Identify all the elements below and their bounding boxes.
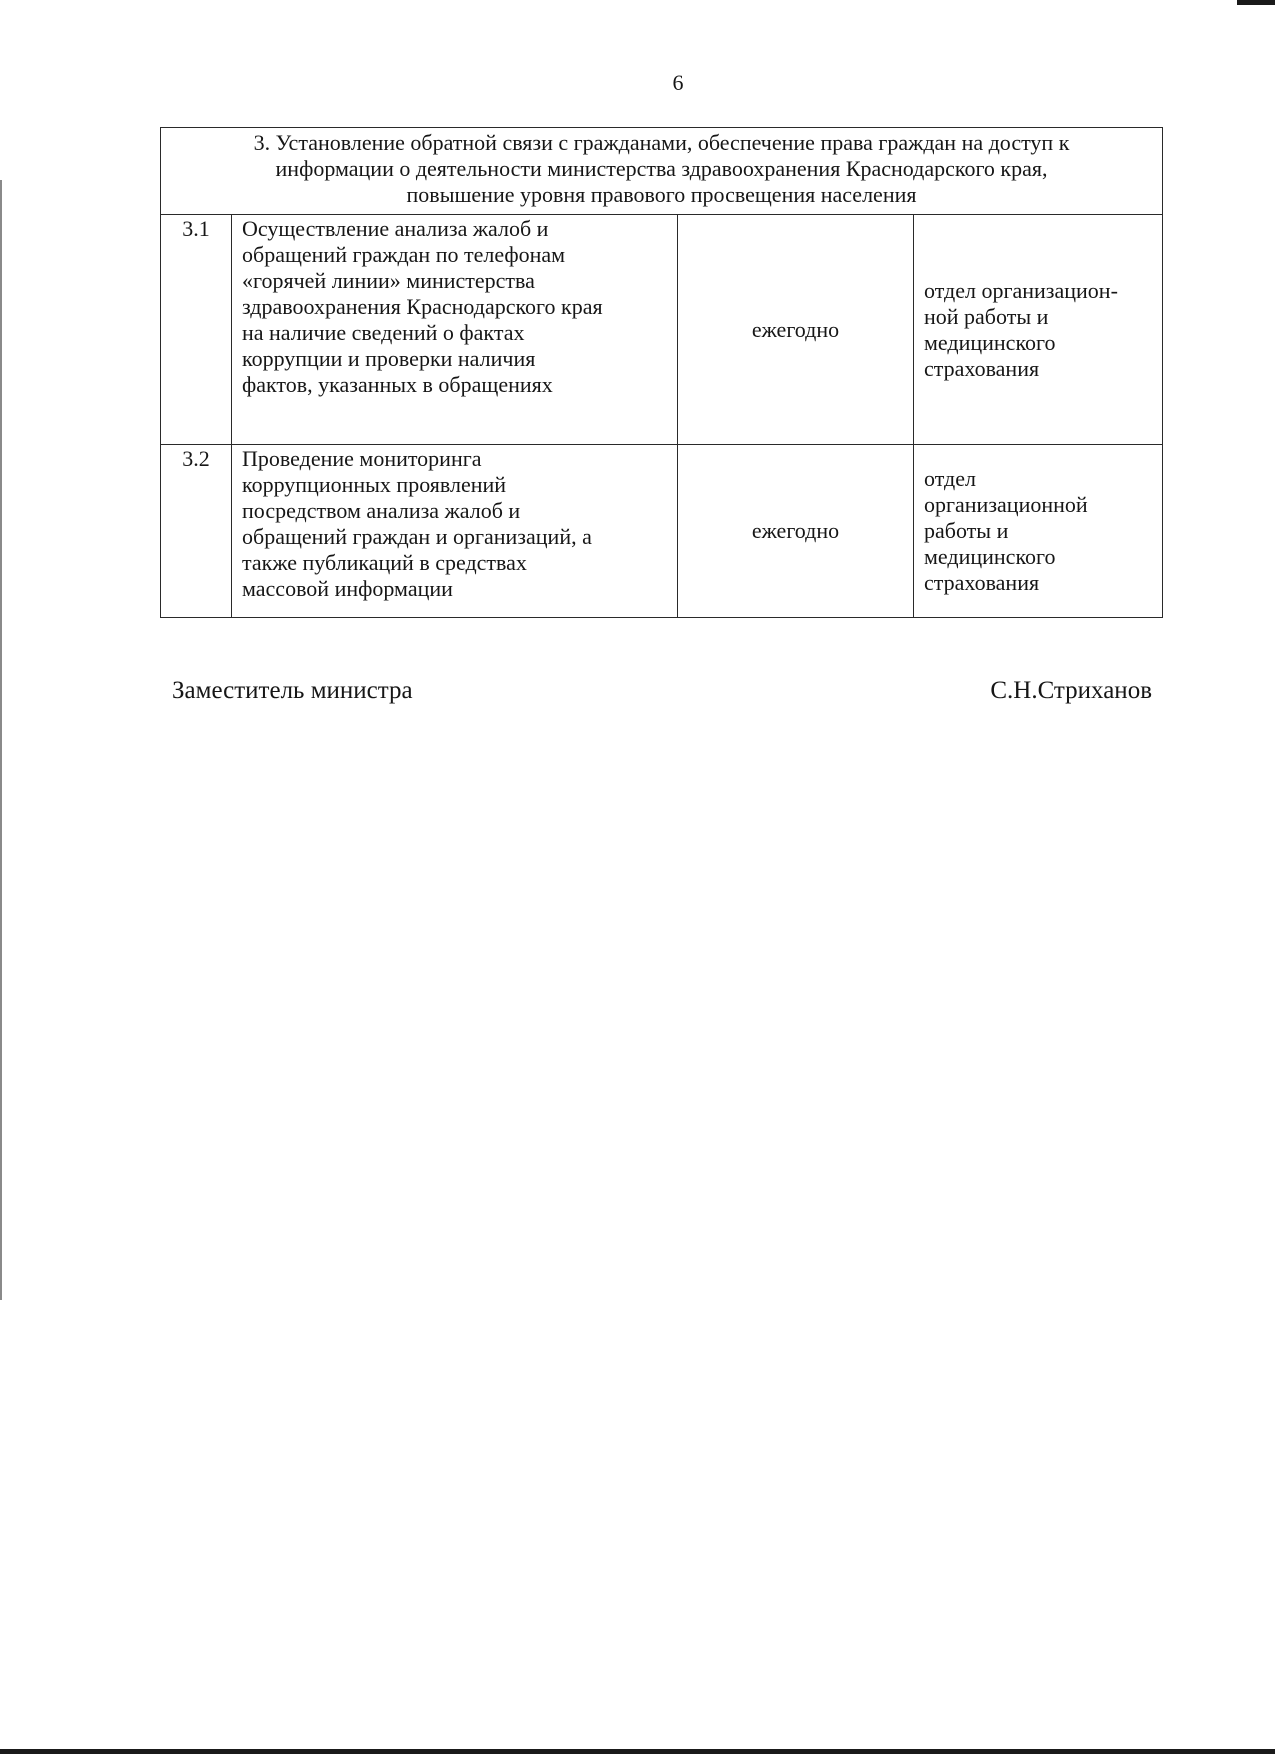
responsible-line: работы и — [924, 518, 1009, 543]
action-plan-table — [160, 127, 1163, 618]
description-line: коррупции и проверки наличия — [242, 346, 536, 371]
responsible-line: организационной — [924, 492, 1088, 517]
item-number: 3.1 — [161, 215, 232, 445]
description-line: здравоохранения Краснодарского края — [242, 294, 603, 319]
signature-block — [172, 677, 1152, 705]
responsible-line: медицинского — [924, 329, 1056, 355]
item-term: ежегодно — [678, 215, 914, 445]
description-line: Проведение мониторинга — [242, 446, 482, 471]
section-heading-row — [161, 128, 1163, 215]
section-heading — [161, 128, 1163, 215]
section-heading-line: 3. Установление обратной связи с гражданами, обеспечение права граждан на доступ к — [253, 130, 1070, 155]
responsible-line: ной работы и — [924, 303, 1049, 329]
description-line: обращений граждан по телефонам — [242, 242, 566, 267]
description-line: фактов, указанных в обращениях — [242, 372, 553, 397]
description-line: посредством анализа жалоб и — [242, 498, 521, 523]
responsible-line: медицинского — [924, 544, 1056, 569]
description-line: Осуществление анализа жалоб и — [242, 216, 549, 241]
section-heading-line: информации о деятельности министерства здравоохранения Краснодарского края, — [275, 156, 1048, 181]
responsible-line: отдел организацион- — [924, 277, 1118, 303]
signatory-position: Заместитель министра — [172, 677, 413, 704]
signatory-name: С.Н.Стриханов — [990, 677, 1152, 704]
item-term: ежегодно — [678, 445, 914, 618]
description-line: массовой информации — [242, 576, 453, 601]
table-row — [161, 215, 1163, 445]
item-description — [232, 445, 678, 618]
item-responsible — [914, 215, 1163, 445]
item-number: 3.2 — [161, 445, 232, 618]
responsible-line: страхования — [924, 570, 1040, 595]
item-responsible — [914, 445, 1163, 618]
scan-edge-mark — [0, 1749, 1275, 1754]
section-heading-line: повышение уровня правового просвещения населения — [406, 182, 917, 207]
responsible-line: страхования — [924, 355, 1040, 381]
table-row — [161, 445, 1163, 618]
description-line: также публикаций в средствах — [242, 550, 527, 575]
item-description — [232, 215, 678, 445]
description-line: «горячей линии» министерства — [242, 268, 535, 293]
description-line: коррупционных проявлений — [242, 472, 507, 497]
scan-edge-line — [0, 180, 2, 1300]
responsible-line: отдел — [924, 466, 976, 491]
description-line: обращений граждан и организаций, а — [242, 524, 592, 549]
description-line: на наличие сведений о фактах — [242, 320, 525, 345]
page-number: 6 — [672, 70, 684, 95]
scan-edge-mark — [1237, 0, 1275, 5]
